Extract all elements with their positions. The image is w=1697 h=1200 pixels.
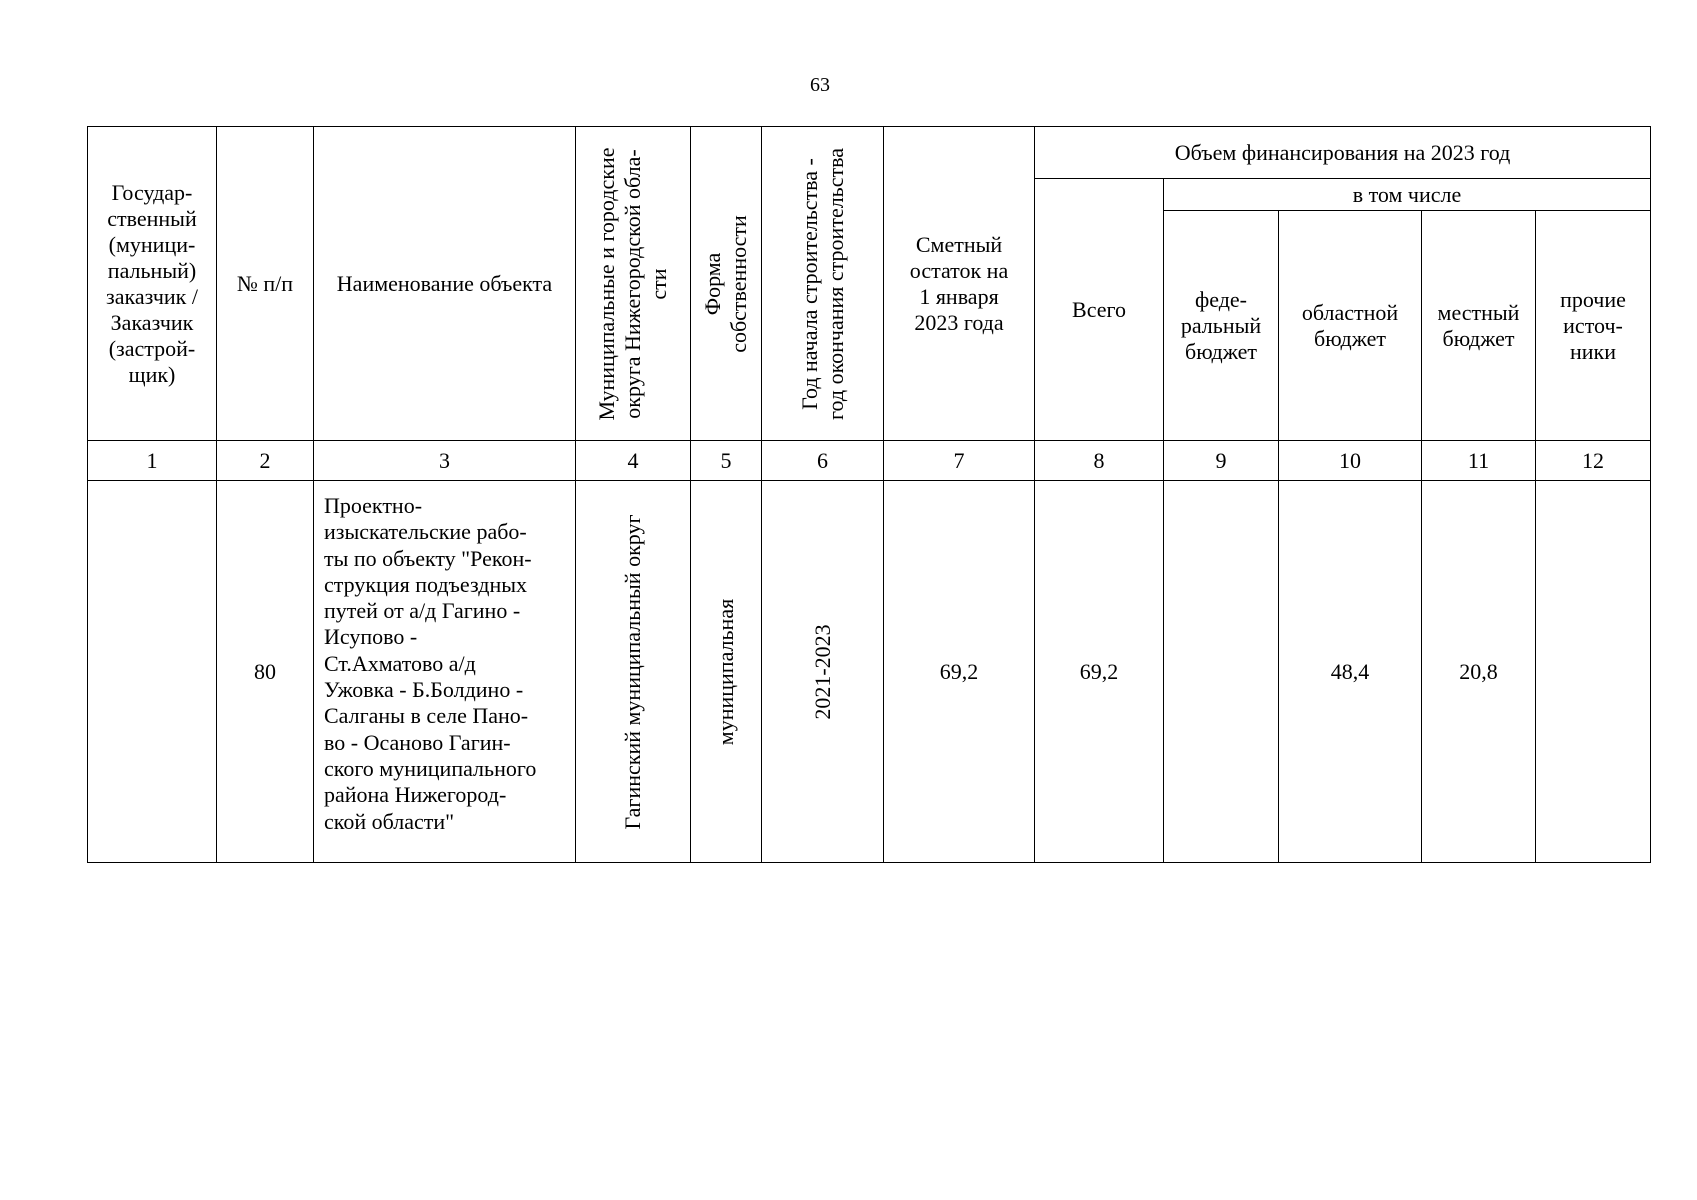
header-total: Всего bbox=[1035, 179, 1164, 441]
cell-regional: 48,4 bbox=[1279, 481, 1422, 863]
column-number: 8 bbox=[1035, 441, 1164, 481]
table-row bbox=[88, 481, 1651, 863]
header-financing-title: Объем финансирования на 2023 год bbox=[1035, 127, 1651, 179]
cell-local: 20,8 bbox=[1422, 481, 1536, 863]
header-ownership-text: Форма собственности bbox=[700, 214, 751, 353]
column-number: 10 bbox=[1279, 441, 1422, 481]
header-district-text: Муниципальные и городские округа Нижегородской обла- сти bbox=[594, 147, 671, 420]
cell-object-name bbox=[314, 481, 576, 863]
page-number: 63 bbox=[810, 74, 830, 96]
column-number: 9 bbox=[1164, 441, 1279, 481]
column-number: 11 bbox=[1422, 441, 1536, 481]
financing-table bbox=[87, 126, 1651, 863]
header-years bbox=[762, 127, 884, 441]
column-number: 4 bbox=[576, 441, 691, 481]
cell-number: 80 bbox=[217, 481, 314, 863]
cell-total: 69,2 bbox=[1035, 481, 1164, 863]
cell-estimated-balance: 69,2 bbox=[884, 481, 1035, 863]
cell-customer bbox=[88, 481, 217, 863]
column-number: 2 bbox=[217, 441, 314, 481]
cell-years bbox=[762, 481, 884, 863]
column-number: 3 bbox=[314, 441, 576, 481]
column-number: 6 bbox=[762, 441, 884, 481]
cell-ownership bbox=[691, 481, 762, 863]
header-row-1 bbox=[88, 127, 1651, 179]
header-ownership bbox=[691, 127, 762, 441]
column-number: 1 bbox=[88, 441, 217, 481]
header-other: прочие источ- ники bbox=[1536, 211, 1651, 441]
header-number: № п/п bbox=[217, 127, 314, 441]
column-number: 7 bbox=[884, 441, 1035, 481]
column-number: 12 bbox=[1536, 441, 1651, 481]
cell-other bbox=[1536, 481, 1651, 863]
district-text: Гагинский муниципальный округ bbox=[620, 513, 645, 830]
ownership-text: муниципальная bbox=[713, 598, 738, 745]
header-years-text: Год начала строительства - год окончания строительства bbox=[796, 147, 848, 420]
header-district bbox=[576, 127, 691, 441]
header-including: в том числе bbox=[1164, 179, 1651, 211]
years-text: 2021-2023 bbox=[809, 623, 835, 720]
cell-federal bbox=[1164, 481, 1279, 863]
header-federal: феде- ральный бюджет bbox=[1164, 211, 1279, 441]
column-number: 5 bbox=[691, 441, 762, 481]
column-number-row bbox=[88, 441, 1651, 481]
cell-district bbox=[576, 481, 691, 863]
header-object-name: Наименование объекта bbox=[314, 127, 576, 441]
object-name-text: Проектно- изыскательские рабо- ты по объекту "Рекон- струкция подъездных путей от а/д Гагино - Исупово - Ст.Ахматово а/д Ужовка - Б.Болдино - Салганы в селе Пано- во - Осаново Гагин- ского муниципального района Нижегород- ской области" bbox=[324, 493, 537, 834]
header-customer: Государ- ственный (муници- пальный) заказчик / Заказчик (застрой- щик) bbox=[88, 127, 217, 441]
header-estimated-balance: Сметный остаток на 1 января 2023 года bbox=[884, 127, 1035, 441]
header-regional: областной бюджет bbox=[1279, 211, 1422, 441]
header-local: местный бюджет bbox=[1422, 211, 1536, 441]
